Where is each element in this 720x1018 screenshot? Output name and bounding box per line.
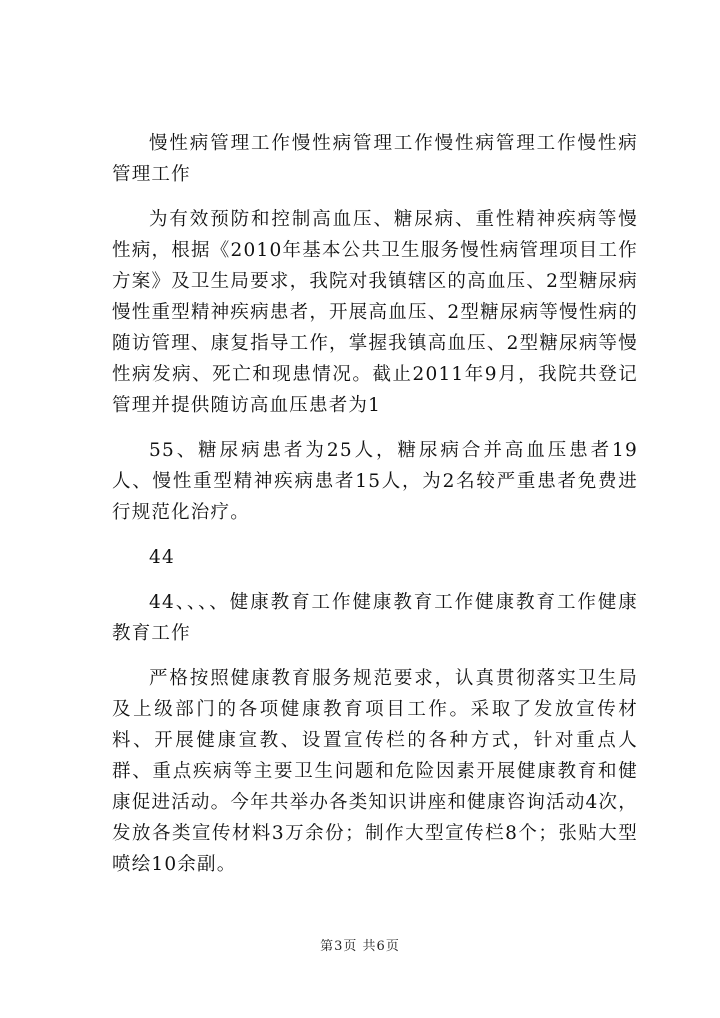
paragraph-health-education-details: 严格按照健康教育服务规范要求，认真贯彻落实卫生局及上级部门的各项健康教育项目工作。采取了发放宣传材料、开展健康宣教、设置宣传栏的各种方式，针对重点人群、重点疾病等主要卫生问题和危险因素开展健康教育和健康促进活动。今年共举办各类知识讲座和健康咨询活动4次，发放各类宣传材料3万余份；制作大型宣传栏8个；张贴大型喷绘10余副。 (112, 668, 638, 875)
heading-chronic-disease-management: 慢性病管理工作慢性病管理工作慢性病管理工作慢性病管理工作 (112, 133, 638, 185)
paragraph-patient-counts: 55、糖尿病患者为25人，糖尿病合并高血压患者19人、慢性重型精神疾病患者15人，为2名较严重患者免费进行规范化治疗。 (112, 440, 638, 523)
paragraph-number-fragment: 44 (149, 547, 175, 568)
document-body (112, 128, 638, 894)
paragraph-chronic-disease-details: 为有效预防和控制高血压、糖尿病、重性精神疾病等慢性病，根据《2010年基本公共卫生服务慢性病管理项目工作方案》及卫生局要求，我院对我镇辖区的高血压、2型糖尿病慢性重型精神疾病患者，开展高血压、2型糖尿病等慢性病的随访管理、康复指导工作，掌握我镇高血压、2型糖尿病等慢性病发病、死亡和现患情况。截止2011年9月，我院共登记管理并提供随访高血压患者为1 (112, 209, 638, 416)
heading-health-education: 44、、、、健康教育工作健康教育工作健康教育工作健康教育工作 (112, 592, 638, 644)
page-number-footer: 第3页 共6页 (320, 939, 400, 954)
